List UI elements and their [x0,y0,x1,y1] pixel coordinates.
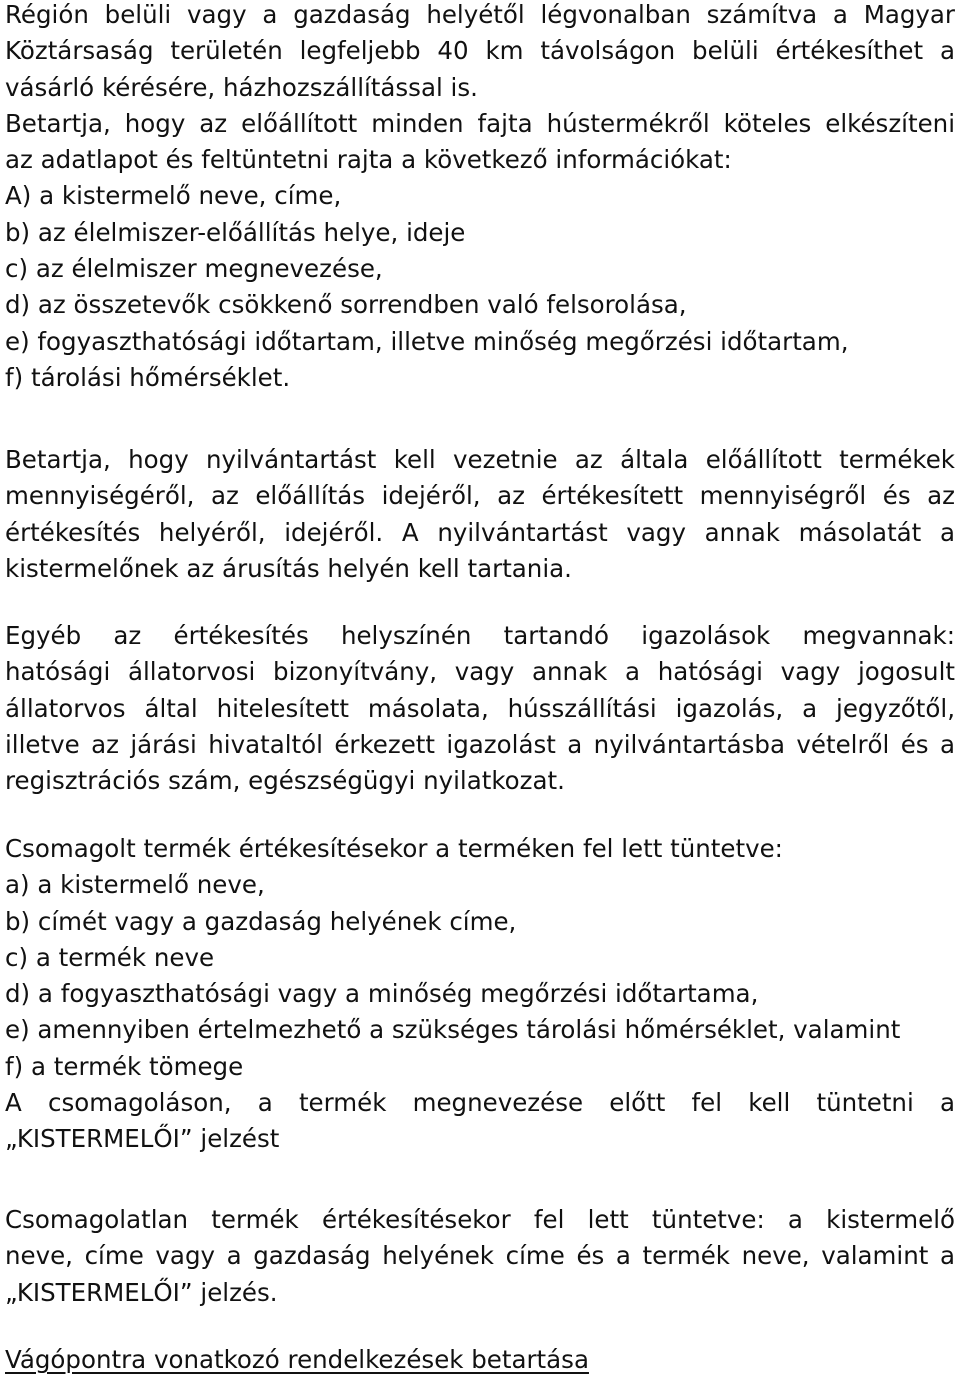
text-line: mennyiségéről, az előállítás idejéről, az értékesített mennyiségről és az [5,481,955,511]
list-item: f) a termék tömege [5,1051,244,1081]
text-line: „KISTERMELŐI” jelzés. [5,1277,278,1307]
list-item: A) a kistermelő neve, címe, [5,181,342,211]
text-line: „KISTERMELŐI” jelzést [5,1124,280,1154]
paragraph-intro [5,0,955,396]
list-item: d) a fogyaszthatósági vagy a minőség megőrzési időtartama, [5,979,759,1009]
list-item: b) az élelmiszer-előállítás helye, ideje [5,217,466,247]
paragraph-packaged [5,831,955,1158]
text-line: Régión belüli vagy a gazdaság helyétől légvonalban számítva a Magyar [5,0,955,29]
text-line: az adatlapot és feltüntetni rajta a következő információkat: [5,145,732,175]
list-item: c) a termék neve [5,942,215,972]
section-heading: Vágópontra vonatkozó rendelkezések betartása [5,1345,589,1374]
list-item: c) az élelmiszer megnevezése, [5,254,383,284]
paragraph-records [5,442,955,587]
text-line: értékesítés helyéről, idejéről. A nyilvántartást vagy annak másolatát a [5,517,955,547]
text-line: állatorvos által hitelesített másolata, hússzállítási igazolás, a jegyzőtől, [5,693,955,723]
text-line: Csomagolt termék értékesítésekor a terméken fel lett tüntetve: [5,834,783,863]
text-line: neve, címe vagy a gazdaság helyének címe és a termék neve, valamint a [5,1241,955,1271]
list-item: b) címét vagy a gazdaság helyének címe, [5,906,517,936]
list-item: e) amennyiben értelmezhető a szükséges tárolási hőmérséklet, valamint [5,1015,901,1045]
text-line: kistermelőnek az árusítás helyén kell tartania. [5,553,572,583]
text-line: hatósági állatorvosi bizonyítvány, vagy annak a hatósági vagy jogosult [5,657,955,687]
text-line: Köztársaság területén legfeljebb 40 km távolságon belüli értékesíthet a [5,36,955,66]
text-line: vásárló kérésére, házhozszállítással is. [5,72,478,102]
text-line: Betartja, hogy nyilvántartást kell vezetnie az általa előállított termékek [5,445,955,474]
text-line: Betartja, hogy az előállított minden fajta hústermékről köteles elkészíteni [5,108,955,138]
text-line: illetve az járási hivataltól érkezett igazolást a nyilvántartásba vételről és a [5,729,955,759]
text-line: Csomagolatlan termék értékesítésekor fel lett tüntetve: a kistermelő [5,1205,955,1234]
section-heading-wrapper [5,1342,955,1378]
list-item: e) fogyaszthatósági időtartam, illetve minőség megőrzési időtartam, [5,326,849,356]
text-line: A csomagoláson, a termék megnevezése előtt fel kell tüntetni a [5,1088,955,1118]
list-item: f) tárolási hőmérséklet. [5,362,291,392]
text-line: regisztrációs szám, egészségügyi nyilatkozat. [5,766,565,796]
list-item: d) az összetevők csökkenő sorrendben való felsorolása, [5,290,687,320]
paragraph-unpackaged [5,1202,955,1311]
text-line: Egyéb az értékesítés helyszínén tartandó igazolások megvannak: [5,621,955,650]
list-item: a) a kistermelő neve, [5,870,265,900]
paragraph-certificates [5,618,955,799]
